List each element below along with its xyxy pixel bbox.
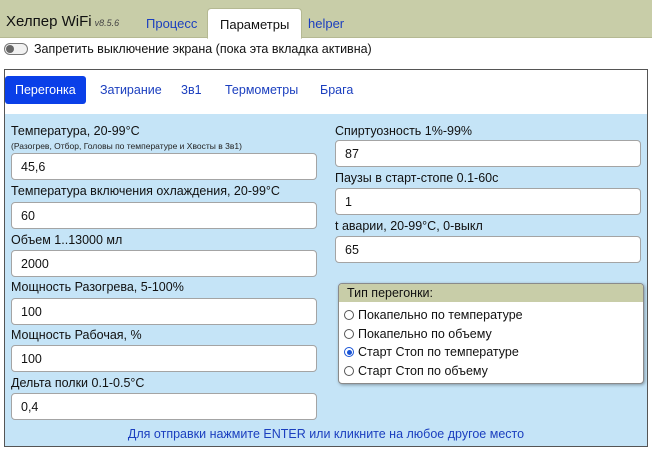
abv-label: Спиртуозность 1%-99%: [335, 124, 473, 138]
subtab-distillation[interactable]: Перегонка: [5, 76, 86, 104]
radio-label: Старт Стоп по температуре: [358, 345, 519, 359]
heat-power-label: Мощность Разогрева, 5-100%: [11, 280, 184, 294]
subtab-thermometers[interactable]: Термометры: [225, 83, 299, 97]
temperature-hint: (Разогрев, Отбор, Головы по температуре и Хвосты в 3в1): [11, 141, 242, 151]
cooling-temp-input[interactable]: [11, 202, 317, 229]
sub-tabs: [5, 70, 647, 114]
temperature-label: Температура, 20-99°C: [11, 124, 140, 138]
radio-label: Покапельно по температуре: [358, 308, 523, 322]
screen-lock-label: Запретить выключение экрана (пока эта вкладка активна): [34, 42, 372, 56]
app-header: [0, 0, 652, 38]
cooling-temp-label: Температура включения охлаждения, 20-99°C: [11, 184, 280, 198]
parameters-panel: [4, 69, 648, 447]
app-title: Хелпер WiFi v8.5.6: [6, 13, 120, 30]
work-power-label: Мощность Рабочая, %: [11, 328, 142, 342]
radio-button[interactable]: [344, 310, 354, 320]
subtab-mashing[interactable]: Затирание: [100, 83, 162, 97]
volume-input[interactable]: [11, 250, 317, 277]
shelf-delta-input[interactable]: [11, 393, 317, 420]
pause-input[interactable]: [335, 188, 641, 215]
radio-option-startstop-volume[interactable]: [344, 362, 488, 380]
tab-parameters[interactable]: Параметры: [207, 8, 302, 39]
radio-label: Покапельно по объему: [358, 327, 492, 341]
abv-input[interactable]: [335, 140, 641, 167]
shelf-delta-label: Дельта полки 0.1-0.5°C: [11, 376, 145, 390]
work-power-input[interactable]: [11, 345, 317, 372]
radio-button[interactable]: [344, 366, 354, 376]
radio-option-drip-volume[interactable]: [344, 325, 492, 343]
screen-lock-toggle[interactable]: [4, 43, 28, 55]
temperature-input[interactable]: [11, 153, 317, 180]
radio-label: Старт Стоп по объему: [358, 364, 488, 378]
tab-helper[interactable]: helper: [308, 16, 345, 31]
heat-power-input[interactable]: [11, 298, 317, 325]
tab-process[interactable]: Процесс: [146, 16, 198, 31]
pause-label: Паузы в старт-стопе 0.1-60с: [335, 171, 499, 185]
distillation-settings: [5, 114, 647, 446]
volume-label: Объем 1..13000 мл: [11, 233, 123, 247]
submit-hint: Для отправки нажмите ENTER или кликните на любое другое место: [127, 427, 525, 441]
subtab-3in1[interactable]: 3в1: [181, 83, 202, 97]
alarm-temp-label: t аварии, 20-99°C, 0-выкл: [335, 219, 483, 233]
radio-button[interactable]: [344, 329, 354, 339]
subtab-mash[interactable]: Брага: [320, 83, 354, 97]
radio-option-drip-temperature[interactable]: [344, 306, 523, 324]
distillation-type-group: [338, 283, 644, 384]
screen-lock-row[interactable]: [4, 41, 372, 57]
alarm-temp-input[interactable]: [335, 236, 641, 263]
distillation-type-legend: Тип перегонки:: [339, 284, 643, 302]
app-version: v8.5.6: [94, 18, 120, 28]
radio-button-selected[interactable]: [344, 347, 354, 357]
radio-option-startstop-temperature[interactable]: [344, 343, 519, 361]
